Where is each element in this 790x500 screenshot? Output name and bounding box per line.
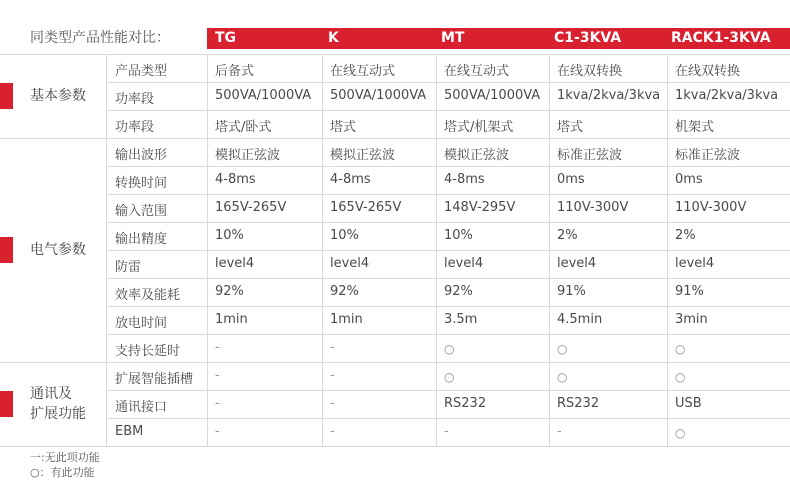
row-label: EBM	[115, 424, 144, 439]
row-divider	[107, 110, 790, 111]
table-cell: -	[215, 340, 220, 355]
section-name	[30, 86, 86, 106]
section-name-line: 基本参数	[30, 88, 86, 104]
table-cell: USB	[675, 396, 702, 411]
section-marker	[0, 237, 13, 263]
table-cell: 在线双转换	[675, 64, 741, 79]
table-cell: 165V-265V	[215, 200, 287, 215]
section-name	[30, 240, 86, 260]
section-name	[30, 384, 86, 424]
row-divider	[107, 250, 790, 251]
table-cell: 4-8ms	[215, 172, 256, 187]
table-cell: level4	[444, 256, 484, 271]
row-divider	[107, 82, 790, 83]
table-cell: 10%	[330, 228, 359, 243]
table-cell: -	[215, 368, 220, 383]
table-top-border	[0, 54, 790, 55]
section-divider	[0, 446, 790, 447]
section-marker	[0, 391, 13, 417]
table-cell: -	[444, 424, 449, 439]
table-cell: ○	[444, 370, 455, 384]
section-marker	[0, 83, 13, 109]
table-cell: 在线互动式	[330, 64, 396, 79]
legend-no-feature: 一:无此项功能	[30, 451, 100, 464]
section-divider	[0, 362, 790, 363]
table-cell: RS232	[557, 396, 600, 411]
table-cell: 1min	[330, 312, 363, 327]
table-cell: ○	[557, 342, 568, 356]
legend-has-feature: ○：有此功能	[30, 466, 95, 479]
table-cell: ○	[675, 342, 686, 356]
row-divider	[107, 278, 790, 279]
row-divider	[107, 418, 790, 419]
row-divider	[107, 166, 790, 167]
row-label: 输出精度	[115, 232, 168, 247]
table-cell: 4-8ms	[444, 172, 485, 187]
table-cell: 在线互动式	[444, 64, 510, 79]
table-cell: 后备式	[215, 64, 255, 79]
row-label: 转换时间	[115, 176, 168, 191]
table-cell: 塔式/卧式	[215, 120, 272, 135]
row-label: 输入范围	[115, 204, 168, 219]
table-cell: 92%	[215, 284, 244, 299]
table-cell: 110V-300V	[675, 200, 747, 215]
row-label: 效率及能耗	[115, 288, 181, 303]
table-cell: -	[330, 424, 335, 439]
table-cell: -	[330, 368, 335, 383]
table-cell: level4	[557, 256, 597, 271]
table-cell: 0ms	[675, 172, 703, 187]
model-header-k: K	[328, 30, 339, 46]
row-divider	[107, 222, 790, 223]
row-label: 放电时间	[115, 316, 168, 331]
table-cell: -	[330, 396, 335, 411]
row-label: 输出波形	[115, 148, 168, 163]
table-cell: 模拟正弦波	[330, 148, 396, 163]
row-label: 防雷	[115, 260, 142, 275]
table-cell: -	[330, 340, 335, 355]
table-cell: ○	[557, 370, 568, 384]
row-divider	[107, 194, 790, 195]
row-label: 通讯接口	[115, 400, 168, 415]
table-cell: 1kva/2kva/3kva	[557, 88, 661, 103]
table-cell: 标准正弦波	[675, 148, 741, 163]
table-cell: 91%	[557, 284, 586, 299]
table-cell: level4	[215, 256, 255, 271]
model-header-mt: MT	[441, 30, 465, 46]
row-label: 产品类型	[115, 64, 168, 79]
table-cell: 2%	[675, 228, 696, 243]
row-label: 扩展智能插槽	[115, 372, 194, 387]
row-divider	[107, 390, 790, 391]
column-divider	[549, 54, 550, 446]
table-cell: 4-8ms	[330, 172, 371, 187]
column-divider	[667, 54, 668, 446]
column-divider	[322, 54, 323, 446]
table-cell: 2%	[557, 228, 578, 243]
table-cell: -	[557, 424, 562, 439]
model-header-rack1: RACK1-3KVA	[671, 30, 771, 46]
section-divider	[0, 138, 790, 139]
table-cell: 165V-265V	[330, 200, 402, 215]
table-cell: 模拟正弦波	[444, 148, 510, 163]
model-header-c1: C1-3KVA	[554, 30, 622, 46]
row-label: 功率段	[115, 92, 155, 107]
row-divider	[107, 334, 790, 335]
table-cell: 3.5m	[444, 312, 478, 327]
table-cell: 4.5min	[557, 312, 603, 327]
section-name-line: 通讯及	[30, 386, 72, 402]
table-cell: 148V-295V	[444, 200, 516, 215]
model-header-tg: TG	[215, 30, 237, 46]
table-cell: 在线双转换	[557, 64, 623, 79]
label-column-divider	[106, 54, 107, 446]
column-divider	[436, 54, 437, 446]
model-header-bar	[207, 28, 790, 49]
row-label: 功率段	[115, 120, 155, 135]
table-cell: 10%	[444, 228, 473, 243]
table-cell: 500VA/1000VA	[215, 88, 312, 103]
table-cell: 10%	[215, 228, 244, 243]
section-name-line: 电气参数	[30, 242, 86, 258]
comparison-title: 同类型产品性能对比：	[30, 30, 170, 46]
table-cell: 500VA/1000VA	[330, 88, 427, 103]
table-cell: -	[215, 396, 220, 411]
table-cell: level4	[675, 256, 715, 271]
table-cell: level4	[330, 256, 370, 271]
row-divider	[107, 306, 790, 307]
table-cell: 机架式	[675, 120, 715, 135]
table-cell: 塔式	[330, 120, 357, 135]
row-label: 支持长延时	[115, 344, 181, 359]
table-cell: ○	[675, 426, 686, 440]
table-cell: 3min	[675, 312, 708, 327]
table-cell: 塔式	[557, 120, 584, 135]
table-cell: 92%	[444, 284, 473, 299]
column-divider	[207, 54, 208, 446]
section-name-line: 扩展功能	[30, 406, 86, 422]
table-cell: 500VA/1000VA	[444, 88, 541, 103]
table-cell: ○	[675, 370, 686, 384]
table-cell: 110V-300V	[557, 200, 629, 215]
table-cell: RS232	[444, 396, 487, 411]
table-cell: -	[215, 424, 220, 439]
table-cell: 91%	[675, 284, 704, 299]
table-cell: 模拟正弦波	[215, 148, 281, 163]
table-cell: 0ms	[557, 172, 585, 187]
table-cell: 92%	[330, 284, 359, 299]
table-cell: ○	[444, 342, 455, 356]
table-cell: 塔式/机架式	[444, 120, 514, 135]
table-cell: 1kva/2kva/3kva	[675, 88, 779, 103]
table-cell: 标准正弦波	[557, 148, 623, 163]
table-cell: 1min	[215, 312, 248, 327]
